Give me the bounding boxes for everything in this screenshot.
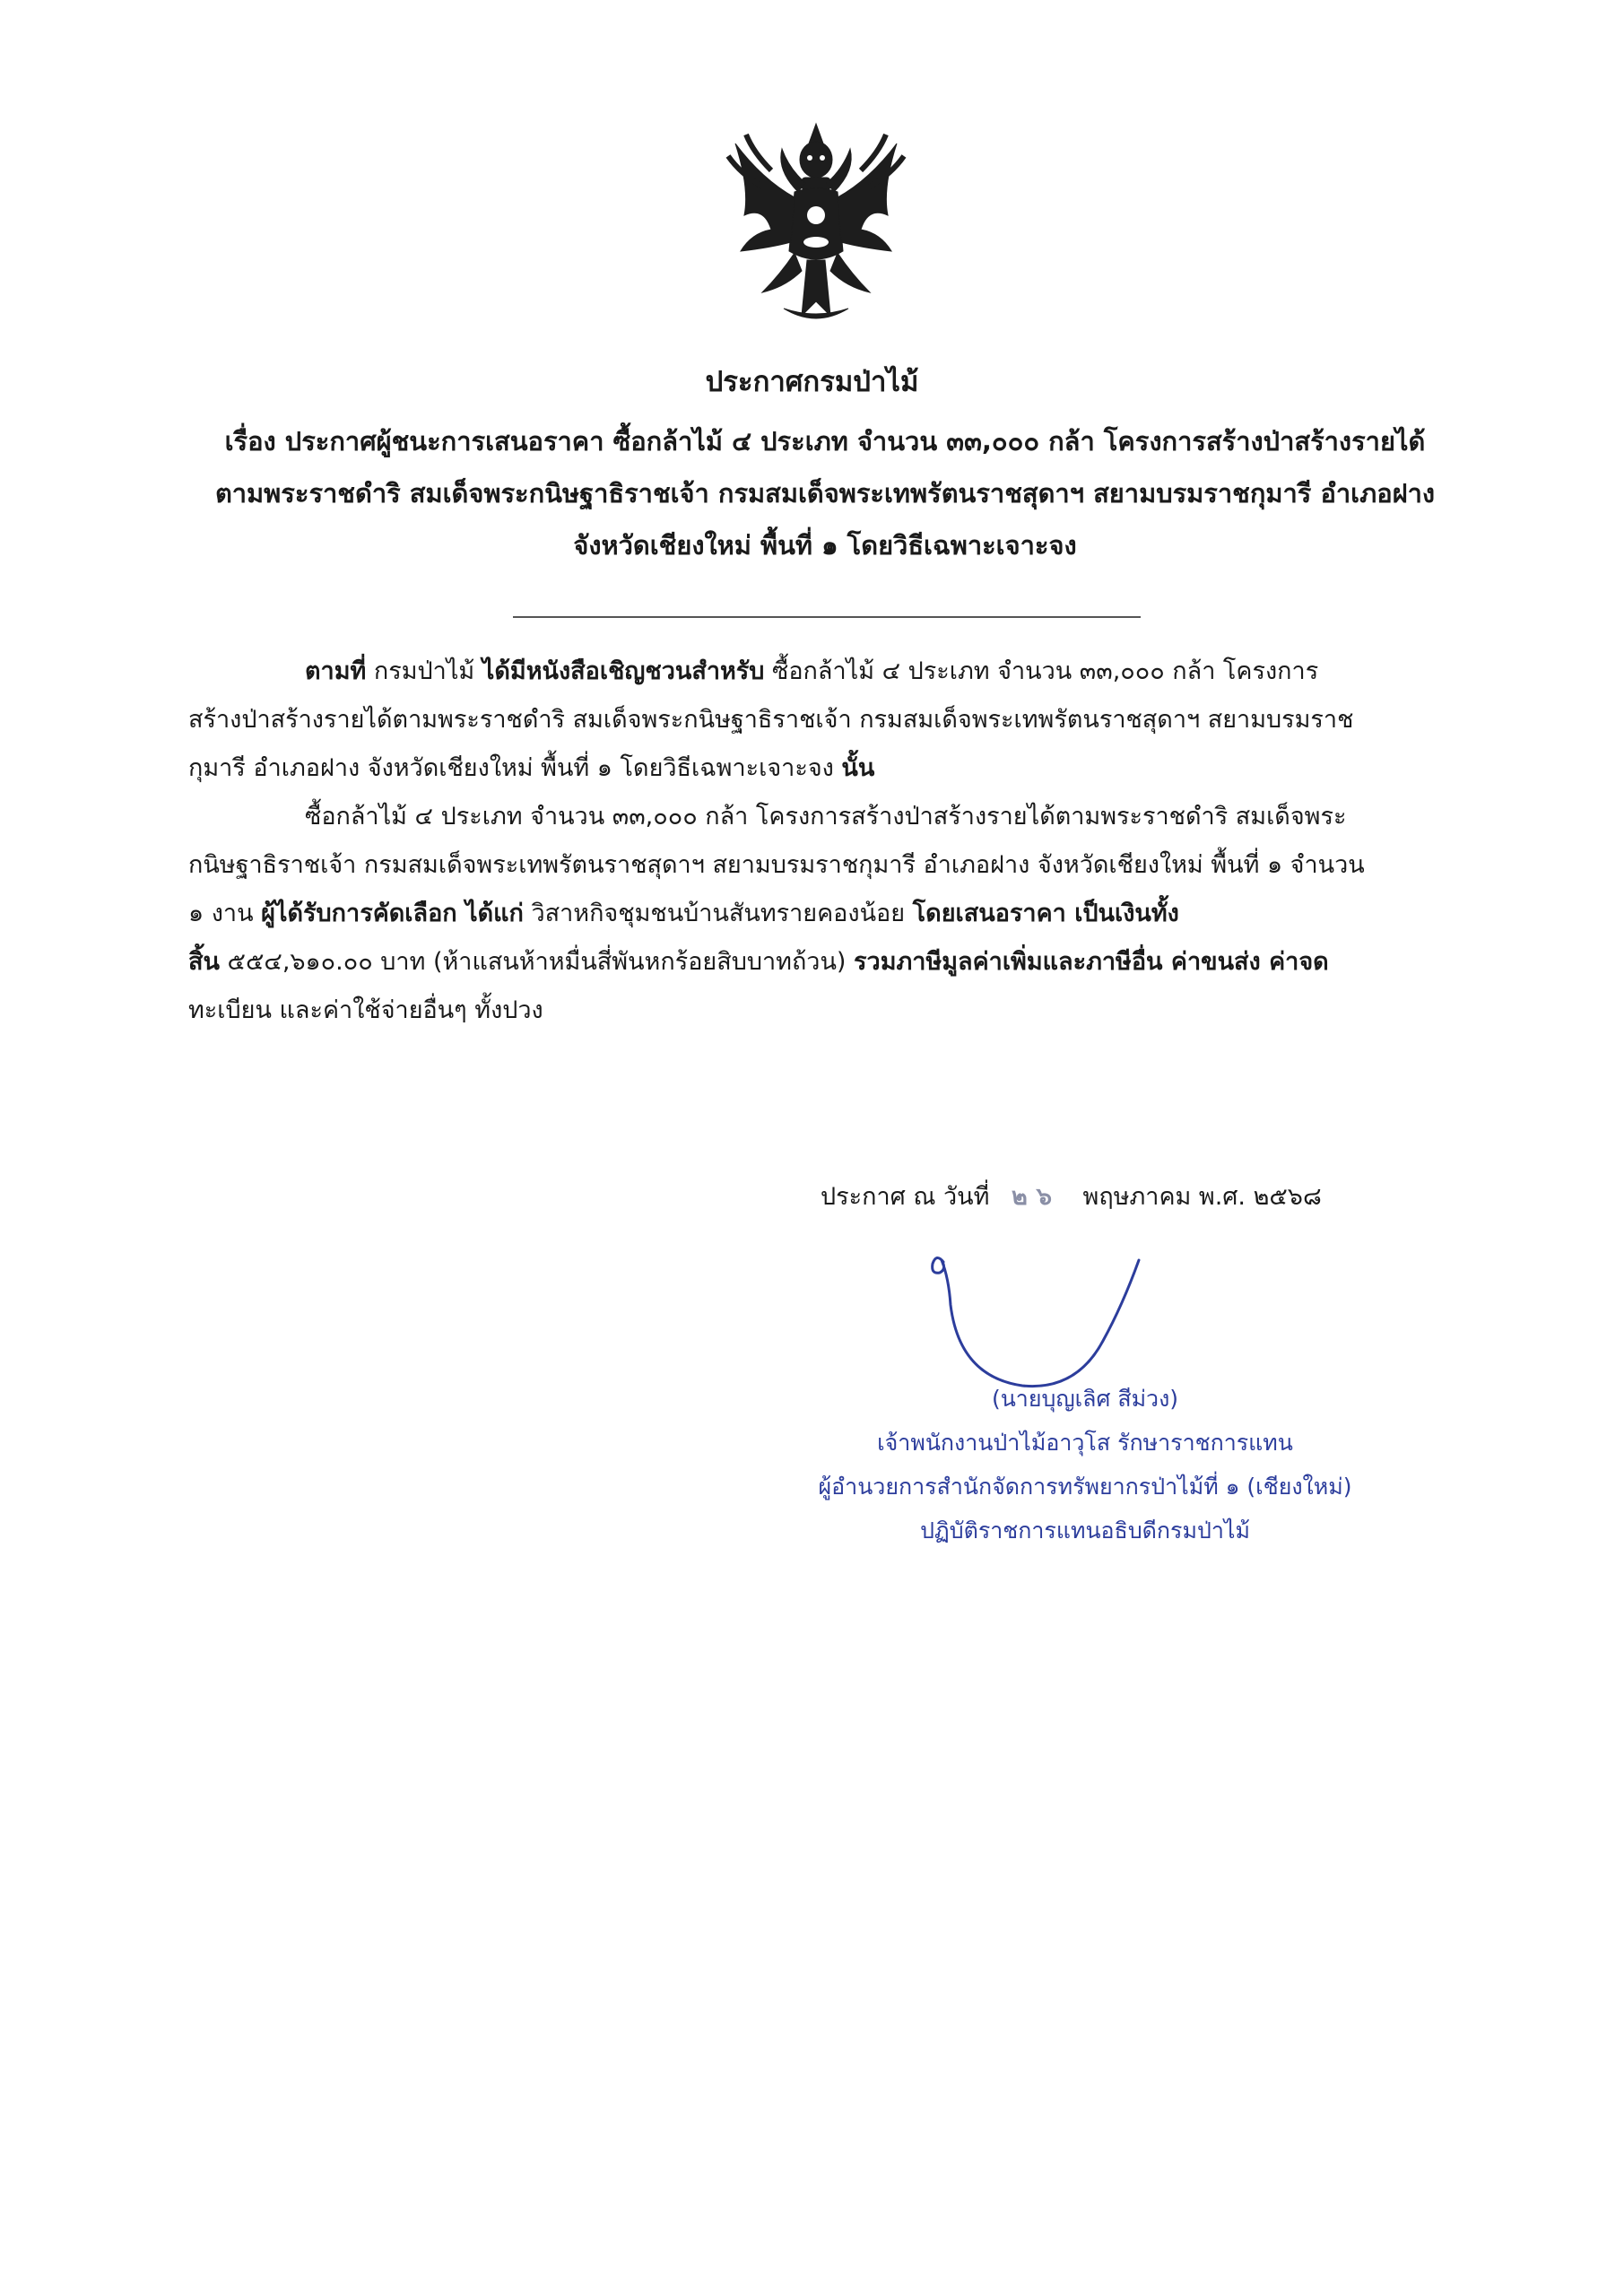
text: วิสาหกิจชุมชนบ้านสันทรายคองน้อย (523, 900, 913, 927)
bold-text: โดยเสนอราคา เป็นเงินทั้ง (912, 900, 1179, 927)
garuda-emblem-icon (708, 117, 924, 332)
subject-line: จังหวัดเชียงใหม่ พื้นที่ ๑ โดยวิธีเฉพาะเจาะจง (573, 530, 1077, 561)
subject-line: ตามพระราชดำริ สมเด็จพระกนิษฐาธิราชเจ้า กรมสมเด็จพระเทพรัตนราชสุดาฯ สยามบรมราชกุมารี อำเภอฝาง (214, 478, 1436, 509)
paragraph-1-line: สร้างป่าสร้างรายได้ตามพระราชดำริ สมเด็จพระกนิษฐาธิราชเจ้า กรมสมเด็จพระเทพรัตนราชสุดาฯ สยามบรมราช (188, 706, 1354, 734)
announcement-title: ประกาศกรมป่าไม้ (705, 366, 919, 398)
announcement-date (821, 1175, 1322, 1220)
paragraph-2-line (188, 938, 1489, 987)
bold-text: ตามที่ (305, 657, 367, 685)
text: ๑ งาน (188, 900, 262, 927)
paragraph-1-line (188, 648, 1489, 696)
body-text (188, 648, 1489, 1035)
bold-text: ได้มีหนังสือเชิญชวนสำหรับ (482, 657, 765, 685)
bold-text: รวมภาษีมูลค่าเพิ่มและภาษีอื่น ค่าขนส่ง ค่าจด (854, 948, 1329, 976)
paragraph-2-line: ซื้อกล้าไม้ ๔ ประเภท จำนวน ๓๓,๐๐๐ กล้า โครงการสร้างป่าสร้างรายได้ตามพระราชดำริ สมเด็จพระ (305, 803, 1347, 831)
bold-text: สิ้น (188, 948, 220, 976)
text: กุมารี อำเภอฝาง จังหวัดเชียงใหม่ พื้นที่ ๑ โดยวิธีเฉพาะเจาะจง (188, 754, 842, 782)
bold-text: นั้น (841, 754, 875, 782)
signer-position: ผู้อำนวยการสำนักจัดการทรัพยากรป่าไม้ที่ ๑ (เชียงใหม่) (818, 1474, 1352, 1500)
paragraph-1-line (188, 744, 1489, 793)
signer-block (771, 1377, 1399, 1552)
text: กรมป่าไม้ (366, 657, 482, 685)
date-prefix: ประกาศ ณ วันที่ (821, 1183, 990, 1211)
subject-line: เรื่อง ประกาศผู้ชนะการเสนอราคา ซื้อกล้าไม้ ๔ ประเภท จำนวน ๓๓,๐๐๐ กล้า โครงการสร้างป่าสร้างรายได้ (224, 426, 1426, 457)
paragraph-2-line (188, 890, 1489, 938)
date-month-year: พฤษภาคม พ.ศ. ๒๕๖๘ (1082, 1183, 1322, 1211)
text: ซื้อกล้าไม้ ๔ ประเภท จำนวน ๓๓,๐๐๐ กล้า โครงการ (764, 657, 1319, 685)
paragraph-2-line: ทะเบียน และค่าใช้จ่ายอื่นๆ ทั้งปวง (188, 996, 543, 1024)
paragraph-2-line: กนิษฐาธิราชเจ้า กรมสมเด็จพระเทพรัตนราชสุดาฯ สยามบรมราชกุมารี อำเภอฝาง จังหวัดเชียงใหม่ พื้นที่ ๑ จำนวน (188, 851, 1365, 879)
divider-rule (513, 616, 1141, 618)
text: ๕๕๔,๖๑๐.๐๐ บาท (ห้าแสนห้าหมื่นสี่พันหกร้อยสิบบาทถ้วน) (219, 948, 855, 976)
subject-block (179, 415, 1471, 571)
signer-position: ปฏิบัติราชการแทนอธิบดีกรมป่าไม้ (920, 1518, 1250, 1544)
bold-text: ผู้ได้รับการคัดเลือก ได้แก่ (261, 900, 524, 927)
date-day: ๒๖ (1012, 1183, 1061, 1211)
signer-name: (นายบุญเลิศ สีม่วง) (991, 1386, 1179, 1412)
signer-position: เจ้าพนักงานป่าไม้อาวุโส รักษาราชการแทน (877, 1430, 1293, 1456)
